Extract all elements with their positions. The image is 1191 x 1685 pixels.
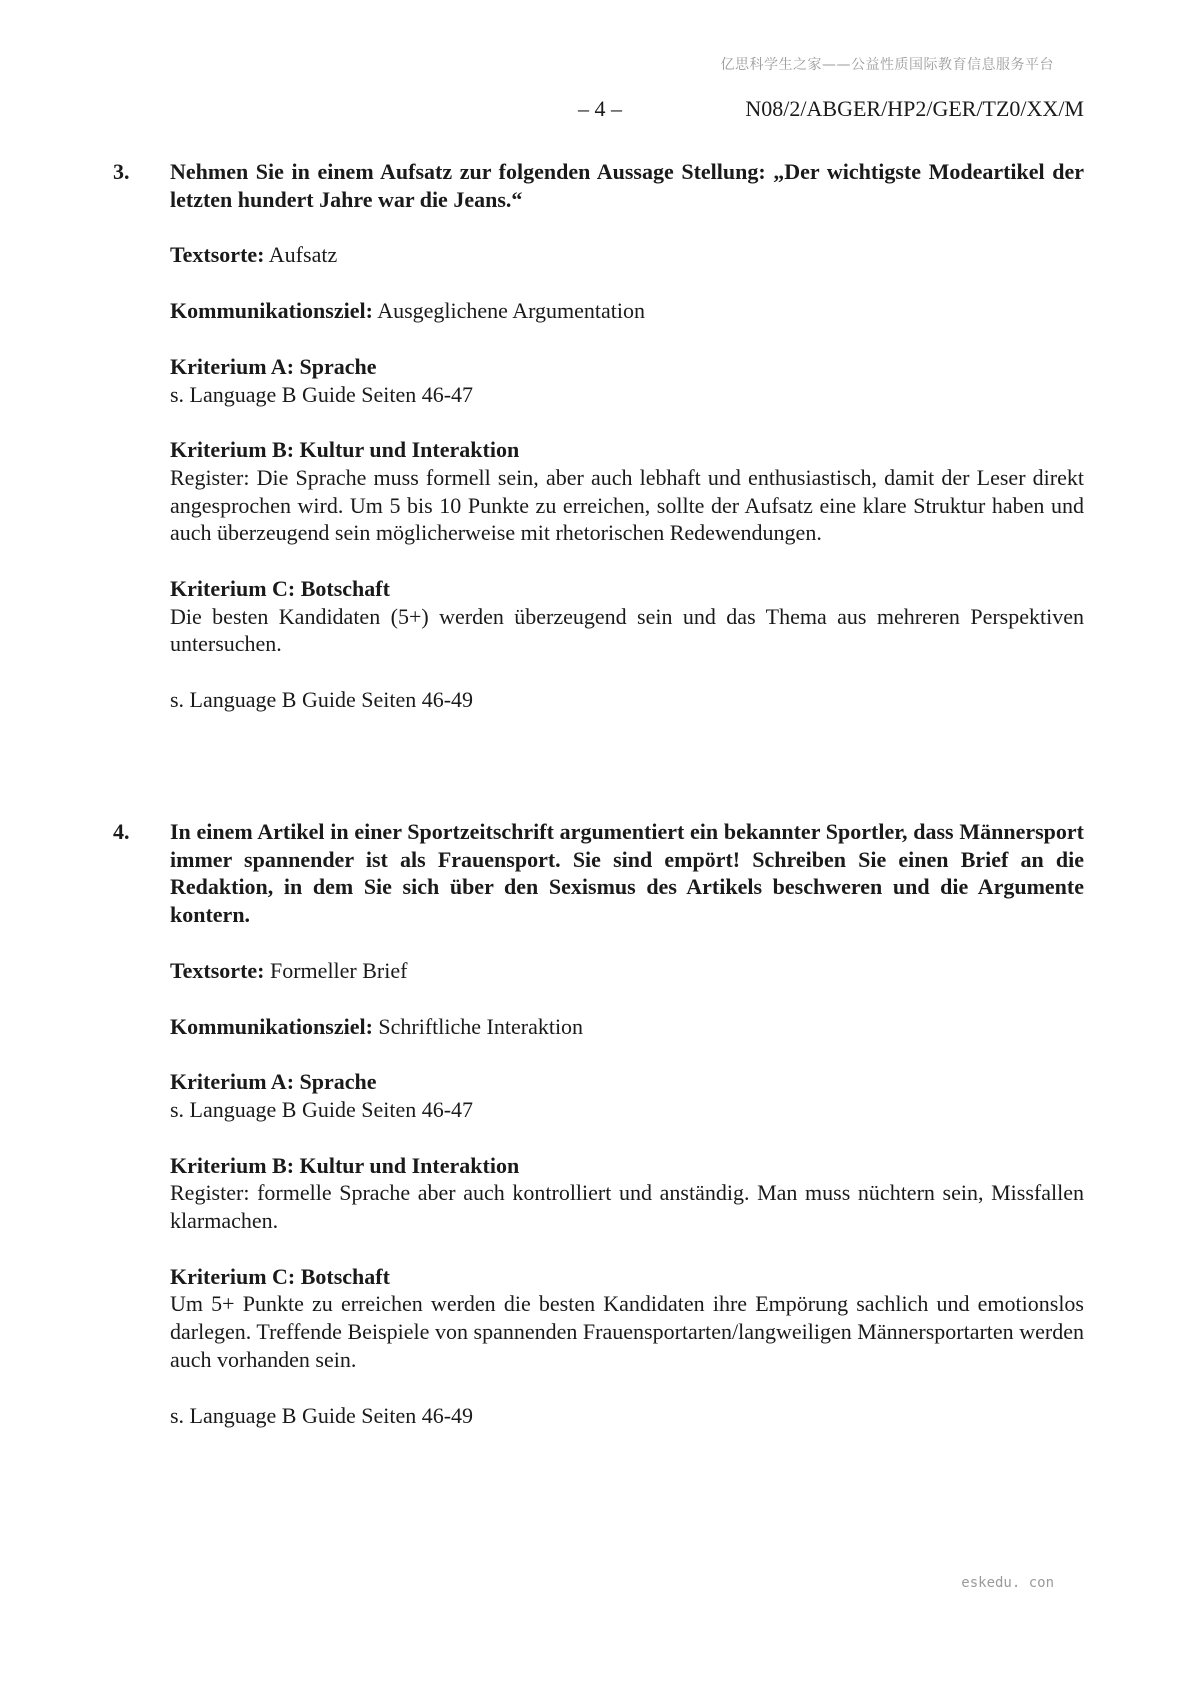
kommunikationsziel-label: Kommunikationsziel: bbox=[170, 298, 373, 324]
criterion-a bbox=[170, 353, 1084, 408]
criterion-b-title: Kriterium B: Kultur und Interaktion bbox=[170, 437, 520, 463]
textsorte-value: Aufsatz bbox=[268, 242, 338, 268]
criterion-c bbox=[170, 575, 1084, 658]
page-number: – 4 – bbox=[578, 96, 622, 121]
guide-reference: s. Language B Guide Seiten 46-49 bbox=[170, 687, 474, 713]
criterion-b-text: Register: formelle Sprache aber auch kontrolliert und anständig. Man muss nüchtern sein, Missfallen klarmachen. bbox=[170, 1180, 1084, 1234]
kommunikationsziel-label: Kommunikationsziel: bbox=[170, 1013, 373, 1039]
criterion-b bbox=[170, 1152, 1084, 1235]
document-code: N08/2/ABGER/HP2/GER/TZ0/XX/M bbox=[745, 96, 1084, 121]
criterion-a-title: Kriterium A: Sprache bbox=[170, 1069, 377, 1095]
question-prompt: Nehmen Sie in einem Aufsatz zur folgenden Aussage Stellung: „Der wichtigste Modeartikel der letzten hundert Jahre war die Jeans.“ bbox=[170, 159, 1084, 212]
header-watermark: 亿思科学生之家——公益性质国际教育信息服务平台 bbox=[720, 57, 1054, 73]
criterion-c-text: Um 5+ Punkte zu erreichen werden die besten Kandidaten ihre Empörung sachlich und emotionslos darlegen. Treffende Beispiele von spannenden Frauensportarten/langweiligen Männersportarten werden auch vorhanden sein. bbox=[170, 1291, 1084, 1372]
criterion-c-title: Kriterium C: Botschaft bbox=[170, 576, 390, 602]
criterion-a-text: s. Language B Guide Seiten 46-47 bbox=[170, 381, 474, 407]
criterion-c bbox=[170, 1263, 1084, 1374]
textsorte-value: Formeller Brief bbox=[270, 957, 408, 983]
kommunikationsziel-line bbox=[170, 1013, 1084, 1041]
criterion-b-title: Kriterium B: Kultur und Interaktion bbox=[170, 1152, 520, 1178]
footer-watermark: eskedu. con bbox=[961, 1575, 1054, 1591]
textsorte-line bbox=[170, 957, 1084, 985]
kommunikationsziel-line bbox=[170, 297, 1084, 325]
textsorte-line bbox=[170, 241, 1084, 269]
criterion-b bbox=[170, 436, 1084, 547]
textsorte-label: Textsorte: bbox=[170, 242, 265, 268]
textsorte-label: Textsorte: bbox=[170, 957, 265, 983]
guide-reference: s. Language B Guide Seiten 46-49 bbox=[170, 1402, 474, 1428]
criterion-a-title: Kriterium A: Sprache bbox=[170, 353, 377, 379]
criterion-b-text: Register: Die Sprache muss formell sein, aber auch lebhaft und enthusiastisch, damit der Leser direkt angesprochen wird. Um 5 bis 10 Punkte zu erreichen, sollte der Aufsatz eine klare Struktur haben und auch überzeugend sein möglicherweise mit rhetorischen Redewendungen. bbox=[170, 464, 1084, 546]
criterion-a bbox=[170, 1068, 1084, 1123]
criterion-a-text: s. Language B Guide Seiten 46-47 bbox=[170, 1096, 474, 1122]
question-4 bbox=[113, 818, 1084, 1457]
kommunikationsziel-value: Schriftliche Interaktion bbox=[378, 1013, 584, 1039]
question-number: 3. bbox=[113, 159, 130, 184]
criterion-c-title: Kriterium C: Botschaft bbox=[170, 1263, 390, 1289]
question-prompt: In einem Artikel in einer Sportzeitschrift argumentiert ein bekannter Sportler, dass Männersport immer spannender ist als Frauensport. Sie sind empört! Schreiben Sie einen Brief an die Redaktion, in dem Sie sich über den Sexismus des Artikels beschweren und die Argumente kontern. bbox=[170, 819, 1084, 928]
kommunikationsziel-value: Ausgeglichene Argumentation bbox=[377, 298, 646, 324]
question-number: 4. bbox=[113, 819, 130, 844]
criterion-c-text: Die besten Kandidaten (5+) werden überzeugend sein und das Thema aus mehreren Perspektiven untersuchen. bbox=[170, 603, 1084, 657]
question-3 bbox=[113, 158, 1084, 742]
